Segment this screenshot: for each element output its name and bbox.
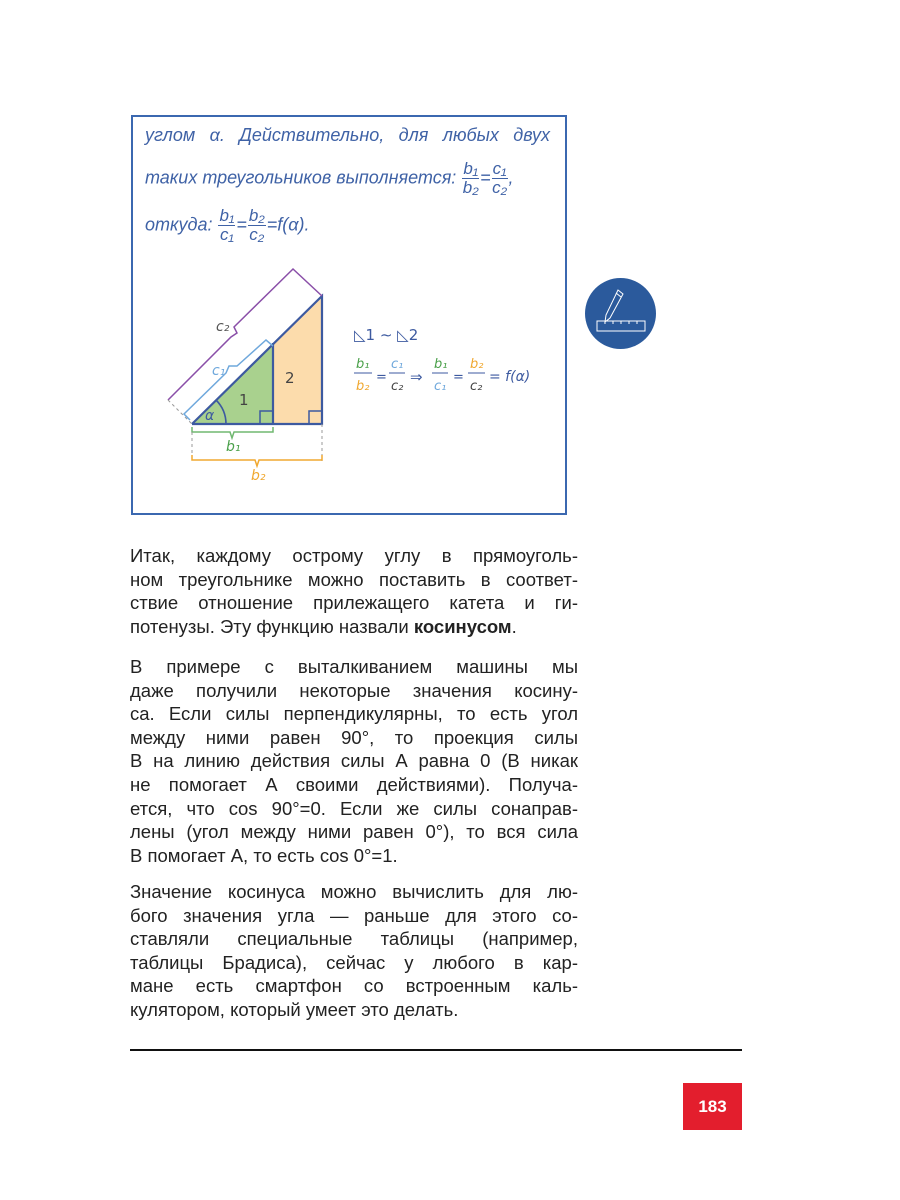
text-fragment: потенузы. Эту функцию назвали [130,615,414,637]
fraction-b1-c1: $\frac{\text{b₁}}{\text{c₁}}$ [219,206,235,244]
text-line: В на линию действия силы А равна 0 (В никак [130,750,578,772]
bold-term: косинусом [413,615,512,637]
svg-text:b₁: b₁ [434,357,448,372]
label-triangle-1: 1 [239,391,249,409]
svg-text:= f(α): = f(α) [489,369,531,385]
pencil-ruler-icon [585,278,656,349]
text-line: таблицы Брадиса), сейчас у любого в кар- [130,951,578,973]
text-line: В помогает А, то есть cos 0°=1. [130,844,398,866]
fraction-b2-c2: $\frac{\text{b₂}}{\text{c₂}}$ [248,206,265,244]
svg-text:c₂: c₂ [470,379,483,394]
box-line-2: таких треугольников выполняется: $\frac{\text{b₁}}{\text{b₂}}$ = $\frac{\text{c₁}}{\text{c₂}}$ , [145,159,514,197]
svg-text:⇒: ⇒ [410,368,423,386]
text-line: ставляли специальные таблицы (например, [130,928,578,950]
svg-text:=: = [453,370,464,385]
svg-text:b₂: b₂ [356,379,370,394]
text-line: между ними равен 90°, то проекция силы [130,726,578,748]
ratio-formula [354,357,530,394]
svg-text:=: = [376,370,387,385]
text-line: Итак, каждому острому углу в прямоуголь- [130,545,578,566]
paragraph-1 [130,544,578,638]
text-line: ется, что cos 90°=0. Если же силы сонаправ- [130,797,578,819]
text-fragment: . [511,615,517,637]
text-line: Значение косинуса можно вычислить для лю- [130,881,578,902]
label-b2: b₂ [251,468,266,484]
text-line [130,615,578,639]
text-line: лены (угол между ними равен 0°), то вся сила [130,821,578,843]
svg-text:b₂: b₂ [470,357,484,372]
paragraph-2 [130,655,578,867]
label-c2: c₂ [216,319,230,335]
text-line: мане есть смартфон со встроенным каль- [130,975,578,997]
page-number: 183 [683,1083,742,1130]
text-line: даже получили некоторые значения косину- [130,679,578,701]
text-line: ствие отношение прилежащего катета и ги- [130,592,578,614]
box-line-3: откуда: $\frac{\text{b₁}}{\text{c₁}}$ = $\frac{\text{b₂}}{\text{c₂}}$ =f(α). [145,206,310,244]
paragraph-3 [130,880,578,1022]
text-line: ном треугольнике можно поставить в соответ- [130,568,578,590]
footer-rule [130,1049,742,1051]
label-alpha: α [205,408,215,424]
label-c1: c₁ [212,363,226,379]
label-b1: b₁ [226,439,241,455]
text-line: бого значения угла — раньше для этого со- [130,904,578,926]
svg-text:c₁: c₁ [391,357,404,372]
text-line: са. Если силы перпендикулярны, то есть угол [130,703,578,725]
text-line: не помогает А своими действиями). Получа- [130,773,578,795]
text-line: кулятором, который умеет это делать. [130,998,459,1020]
box-line-1: углом α. Действительно, для любых двух [145,125,550,145]
similarity-statement: ◺1 ∼ ◺2 [354,326,419,344]
svg-text:c₁: c₁ [434,379,447,394]
label-triangle-2: 2 [285,369,295,387]
svg-text:c₂: c₂ [391,379,404,394]
fraction-b1-b2: $\frac{\text{b₁}}{\text{b₂}}$ [462,159,479,197]
text-line: В примере с выталкиванием машины мы [130,656,578,677]
fraction-c1-c2: $\frac{\text{c₁}}{\text{c₂}}$ [492,159,508,197]
svg-text:b₁: b₁ [356,357,370,372]
triangle-2-fill [273,296,322,424]
